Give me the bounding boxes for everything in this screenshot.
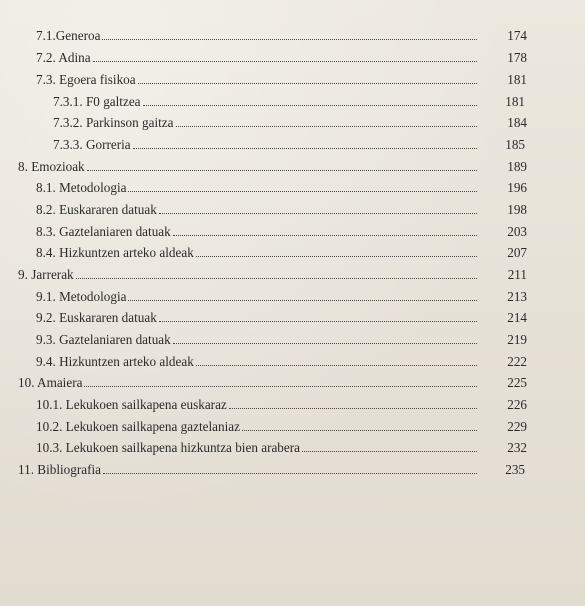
toc-entry-title: 8.4. Hizkuntzen arteko aldeak	[36, 245, 194, 260]
toc-leader-dots	[173, 235, 477, 236]
toc-leader-dots	[196, 256, 477, 257]
toc-leader-dots	[302, 451, 477, 452]
toc-entry	[53, 113, 527, 131]
toc-leader-dots	[133, 148, 477, 149]
toc-entry	[36, 352, 527, 370]
toc-entry-title: 9.1. Metodologia	[36, 289, 127, 304]
toc-entry	[18, 265, 527, 283]
toc-entry	[36, 222, 527, 240]
toc-entry	[36, 48, 527, 66]
toc-entry-title: 10.3. Lekukoen sailkapena hizkuntza bien arabera	[36, 440, 301, 455]
toc-entry-title: 7.3. Egoera fisikoa	[36, 72, 136, 87]
toc-leader-dots	[103, 473, 477, 474]
toc-entry	[53, 92, 525, 110]
toc-entry-title: 7.2. Adina	[36, 50, 91, 65]
toc-entry	[36, 308, 527, 326]
toc-entry-page: 196	[507, 180, 527, 195]
toc-entry-page: 211	[507, 267, 527, 282]
toc-leader-dots	[159, 321, 477, 322]
toc-entry-page: 235	[505, 462, 525, 477]
toc-entry	[36, 243, 527, 261]
toc-entry-title: 7.3.1. F0 galtzea	[53, 94, 141, 109]
toc-entry-title: 9. Jarrerak	[18, 267, 74, 282]
toc-leader-dots	[143, 105, 477, 106]
toc-entry-title: 7.1.Generoa	[36, 28, 101, 43]
toc-entry-page: 219	[507, 332, 527, 347]
toc-entry-title: 11. Bibliografia	[18, 462, 102, 477]
toc-leader-dots	[173, 343, 477, 344]
toc-entry-page: 226	[507, 397, 527, 412]
toc-entry	[36, 26, 527, 44]
toc-entry-title: 8.2. Euskararen datuak	[36, 202, 157, 217]
toc-entry-title: 10.1. Lekukoen sailkapena euskaraz	[36, 397, 227, 412]
toc-leader-dots	[242, 430, 477, 431]
toc-entry-title: 8.3. Gaztelaniaren datuak	[36, 224, 171, 239]
toc-entry-title: 10. Amaiera	[18, 375, 83, 390]
toc-leader-dots	[93, 61, 477, 62]
toc-entry-page: 184	[507, 115, 527, 130]
toc-entry-page: 198	[507, 202, 527, 217]
toc-entry-page: 174	[507, 28, 527, 43]
toc-entry-title: 9.4. Hizkuntzen arteko aldeak	[36, 354, 194, 369]
toc-entry	[36, 200, 527, 218]
toc-leader-dots	[128, 191, 477, 192]
toc-entry-title: 7.3.2. Parkinson gaitza	[53, 115, 174, 130]
toc-entry-title: 7.3.3. Gorreria	[53, 137, 131, 152]
toc-entry	[36, 70, 527, 88]
toc-entry	[36, 287, 527, 305]
toc-entry-page: 181	[505, 94, 525, 109]
toc-entry	[18, 373, 527, 391]
toc-entry-page: 189	[507, 159, 527, 174]
toc-entry	[36, 395, 527, 413]
toc-entry	[53, 135, 525, 153]
toc-leader-dots	[102, 39, 477, 40]
toc-entry-page: 229	[507, 419, 527, 434]
toc-entry-title: 8. Emozioak	[18, 159, 85, 174]
toc-entry	[36, 438, 527, 456]
toc-entry-title: 9.2. Euskararen datuak	[36, 310, 157, 325]
toc-entry-page: 214	[507, 310, 527, 325]
toc-entry	[36, 417, 527, 435]
toc-leader-dots	[196, 365, 477, 366]
toc-leader-dots	[76, 278, 477, 279]
toc-entry	[18, 460, 525, 478]
toc-entry-title: 8.1. Metodologia	[36, 180, 127, 195]
toc-entry-page: 181	[507, 72, 527, 87]
toc-entry-page: 178	[507, 50, 527, 65]
toc-entry-page: 203	[507, 224, 527, 239]
toc-leader-dots	[128, 300, 477, 301]
toc-entry	[36, 330, 527, 348]
toc-leader-dots	[159, 213, 477, 214]
toc-leader-dots	[84, 386, 477, 387]
toc-entry-page: 207	[507, 245, 527, 260]
toc-leader-dots	[229, 408, 477, 409]
toc-entry-title: 10.2. Lekukoen sailkapena gaztelaniaz	[36, 419, 240, 434]
toc-entry-page: 232	[507, 440, 527, 455]
toc-entry-page: 185	[505, 137, 525, 152]
toc-entry	[36, 178, 527, 196]
toc-leader-dots	[87, 170, 477, 171]
toc-entry-page: 213	[507, 289, 527, 304]
toc-entry	[18, 157, 527, 175]
toc-entry-title: 9.3. Gaztelaniaren datuak	[36, 332, 171, 347]
toc-leader-dots	[138, 83, 477, 84]
toc-entry-page: 225	[507, 375, 527, 390]
toc-leader-dots	[176, 126, 478, 127]
toc-entry-page: 222	[507, 354, 527, 369]
